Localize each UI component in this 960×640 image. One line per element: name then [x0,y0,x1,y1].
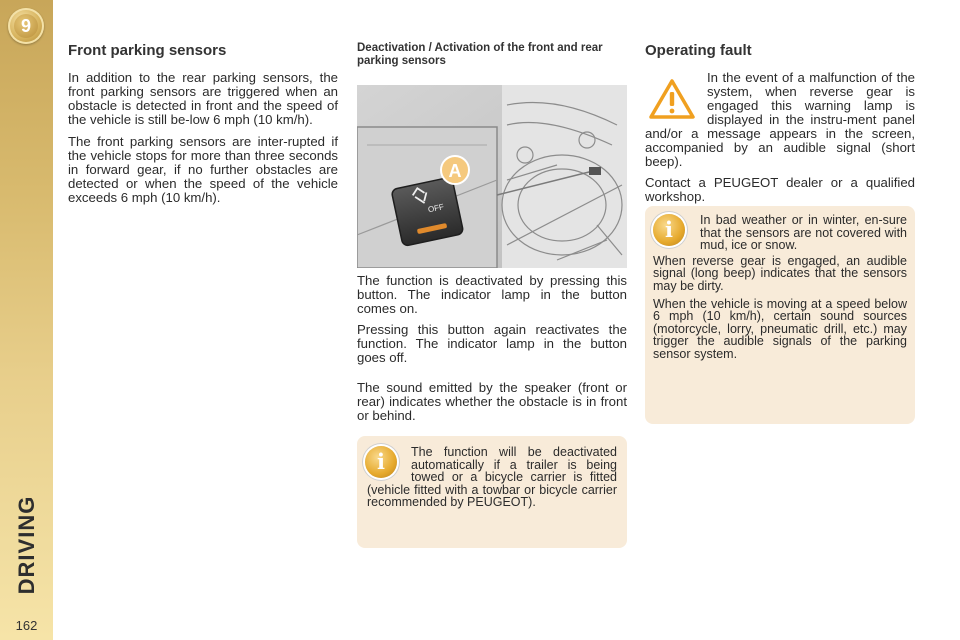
dashboard-button-illustration [357,85,627,268]
sensor-info-paragraph: In bad weather or in winter, en-sure that the sensors are not covered with mud, ice or snow. [700,213,907,253]
operating-fault-section [645,42,915,204]
trailer-info-text: The function will be deactivated automatically if a trailer is being towed or a bicycle carrier is fitted (vehicle fitted with a towbar or bicycle carrier recommended by PEUGEOT). [367,445,617,510]
section-title: DRIVING [14,495,39,595]
dashboard-illustration [357,85,627,268]
trailer-info-box [357,436,627,548]
svg-text:OFF: OFF [427,202,445,215]
page-number: 162 [15,618,38,633]
front-sensors-paragraph: The front parking sensors are inter-rupted if the vehicle stops for more than three seconds in forward gear, if no further obstacles are detected or when the speed of the vehicle exceeds 6 mph (10 km/h). [68,134,338,205]
warning-triangle-icon [648,78,696,120]
info-icon: i [653,214,685,246]
chapter-sidebar [0,0,53,640]
deactivation-heading: Deactivation / Activation of the front and rear parking sensors [357,42,603,67]
chapter-number: 9 [14,14,38,38]
deactivation-paragraph: The function is deactivated by pressing this button. The indicator lamp in the button comes on. [357,273,627,316]
front-sensors-heading: Front parking sensors [68,42,227,59]
sensor-info-paragraph: When the vehicle is moving at a speed below 6 mph (10 km/h), certain sound sources (motorcycle, lorry, pneumatic drill, etc.) may trigger the audible signals of the parking sensor system. [653,296,907,361]
chapter-badge-icon [8,8,44,44]
deactivation-text [357,274,627,430]
figure-label-a: A [448,161,462,181]
deactivation-paragraph: Pressing this button again reactivates the function. The indicator lamp in the button goes off. [357,322,627,365]
operating-fault-paragraph: Contact a PEUGEOT dealer or a qualified workshop. [645,175,915,204]
front-sensors-section [68,42,338,213]
operating-fault-paragraph: In the event of a malfunction of the system, when reverse gear is engaged this warning lamp is displayed in the instru-ment panel and/or a message appears in the screen, accompanied by an audible signal (short beep). [645,70,915,169]
info-icon: i [365,446,397,478]
deactivation-paragraph: The sound emitted by the speaker (front or rear) indicates whether the obstacle is in front or behind. [357,380,627,423]
operating-fault-heading: Operating fault [645,42,752,59]
sensor-info-paragraph: When reverse gear is engaged, an audible signal (long beep) indicates that the sensors may be dirty. [653,253,907,293]
sensor-info-box [645,206,915,424]
deactivation-section [357,42,627,68]
front-sensors-paragraph: In addition to the rear parking sensors, the front parking sensors are triggered when an obstacle is detected in front and the speed of the vehicle is still be-low 6 mph (10 km/h). [68,70,338,127]
